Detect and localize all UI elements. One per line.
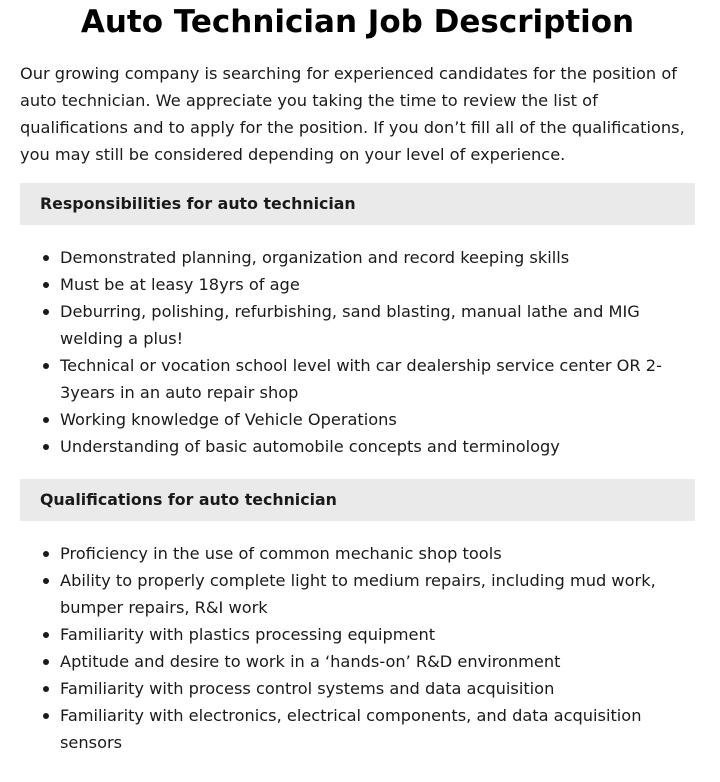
bullet-icon <box>43 417 49 423</box>
list-item <box>60 271 695 298</box>
list-item <box>60 648 695 675</box>
list-item <box>60 621 695 648</box>
list-item <box>60 406 695 433</box>
qualifications-list <box>20 540 695 756</box>
bullet-icon <box>43 363 49 369</box>
list-item-text: Ability to properly complete light to medium repairs, including mud work, bumper repairs, R&I work <box>60 571 656 617</box>
qualifications-heading: Qualifications for auto technician <box>20 479 695 521</box>
page-title: Auto Technician Job Description <box>80 4 635 40</box>
bullet-icon <box>43 713 49 719</box>
list-item-text: Understanding of basic automobile concepts and terminology <box>60 437 560 456</box>
list-item <box>60 702 695 756</box>
list-item <box>60 433 695 460</box>
list-item <box>60 352 695 406</box>
list-item-text: Familiarity with electronics, electrical components, and data acquisition sensors <box>60 706 642 752</box>
responsibilities-heading: Responsibilities for auto technician <box>20 183 695 225</box>
list-item <box>60 675 695 702</box>
bullet-icon <box>43 309 49 315</box>
bullet-icon <box>43 444 49 450</box>
list-item-text: Familiarity with process control systems and data acquisition <box>60 679 555 698</box>
list-item-text: Familiarity with plastics processing equipment <box>60 625 436 644</box>
list-item-text: Demonstrated planning, organization and record keeping skills <box>60 248 570 267</box>
bullet-icon <box>43 282 49 288</box>
list-item-text: Aptitude and desire to work in a ‘hands-on’ R&D environment <box>60 652 561 671</box>
bullet-icon <box>43 659 49 665</box>
list-item-text: Must be at leasy 18yrs of age <box>60 275 300 294</box>
bullet-icon <box>43 255 49 261</box>
list-item <box>60 244 695 271</box>
list-item <box>60 540 695 567</box>
list-item-text: Proficiency in the use of common mechanic shop tools <box>60 544 502 563</box>
bullet-icon <box>43 686 49 692</box>
bullet-icon <box>43 578 49 584</box>
list-item-text: Working knowledge of Vehicle Operations <box>60 410 397 429</box>
intro-paragraph: Our growing company is searching for experienced candidates for the position of auto technician. We appreciate you taking the time to review the list of qualifications and to apply for the position. If you don’t fill all of the qualifications, you may still be considered depending on your level of experience. <box>20 64 685 164</box>
list-item <box>60 567 695 621</box>
list-item-text: Deburring, polishing, refurbishing, sand blasting, manual lathe and MIG welding a plus! <box>60 302 640 348</box>
bullet-icon <box>43 551 49 557</box>
list-item <box>60 298 695 352</box>
list-item-text: Technical or vocation school level with car dealership service center OR 2-3years in an auto repair shop <box>60 356 662 402</box>
responsibilities-list <box>20 244 695 460</box>
bullet-icon <box>43 632 49 638</box>
